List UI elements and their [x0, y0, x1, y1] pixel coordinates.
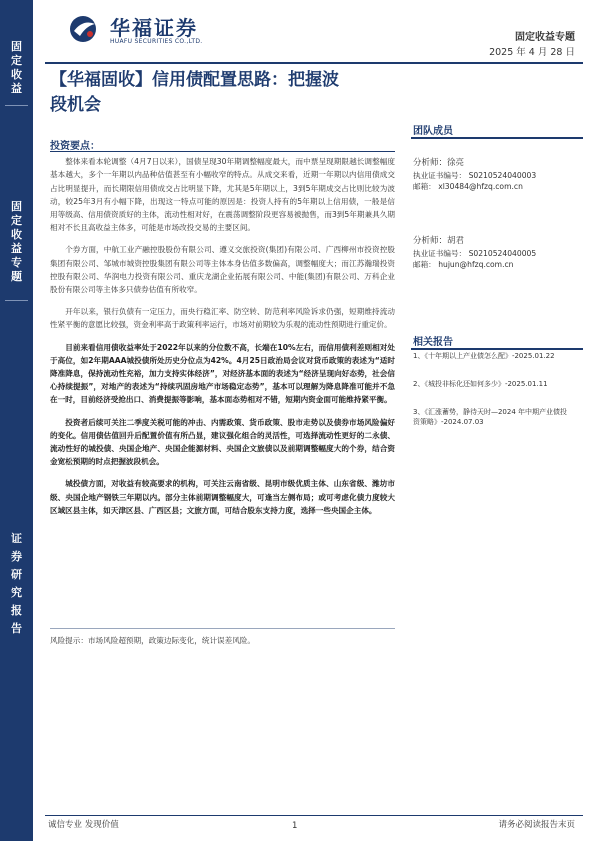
related-report-item[interactable]: 3、《汇涨蓄势，静待天时—2024 年中期产业债投资策略》-2024.07.03 [413, 408, 567, 426]
key-points-paragraph: 个券方面，中航工业产融控股股份有限公司、遵义交旅投资(集团)有限公司、广西柳州市投资控股集团有限公司、邹城市城资控股集团有限公司等主体本身估值多数偏高，调整幅度大；而江苏瀚瑞投资控股有限公司、华润电力投资有限公司、重庆龙湖企业拓展有限公司、中能(集团)有限公司、万科企业股份有限公司等主体多只债券估值有所收窄。 [50, 245, 395, 295]
footer-slogan: 诚信专业 发现价值 [48, 820, 119, 830]
key-points-section [50, 140, 395, 526]
sidebar-char: 固 [11, 40, 22, 53]
brand-name-en: HUAFU SECURITIES CO.,LTD. [110, 38, 203, 45]
page-number: 1 [292, 821, 298, 831]
key-points-bold-paragraph: 城投债方面，对收益有较高要求的机构，可关注云南省级、昆明市级优质主体、山东省级、潍坊市级、央国企地产钢铁三年期以内。部分主体前期调整幅度大，可逢当左侧布局；或可考虑化债力度较大区域区县主体，如天津区县、广西区县；文旅方面，可结合股东支持力度，选择一些央国企主体。 [50, 479, 395, 515]
key-points-bold-paragraph: 目前来看信用债收益率处于2022年以来的分位数不高，长端在10%左右，而信用债利差则相对处于高位，如2年期AAA城投债所处历史分位点为42%。4月25日政治局会议对货币政策的表述为“适时降准降息，保持流动性充裕，加力支持实体经济”，对经济基本面的表述为“经济呈现向好态势，社会信心持续提振”，对地产的表述为“持续巩固房地产市场稳定态势”，基本可以理解为降息降准可能并不急在一时，目前经济受抢出口、消费提振等影响，基本面态势相对不错，短期内资金面可能维持紧平衡。 [50, 342, 395, 405]
sidebar-char: 收 [11, 228, 22, 241]
report-title: 【华福固收】信用债配置思路：把握波段机会 [50, 70, 339, 115]
sidebar-divider [5, 105, 28, 106]
related-reports-heading: 相关报告 [413, 337, 453, 348]
key-points-bold-paragraph: 投资者后续可关注二季度关税可能的冲击、内需政策、货币政策、股市走势以及债券市场风险偏好的变化。信用债估值回升后配置价值有所凸显，建议强化组合的灵活性，可选择流动性更好的二永债、流动性好的城投债、央国企地产、央国企能源材料、央国企文旅债以及前期调整幅度大的个券，结合资金宽松预期的时点把握波段机会。 [50, 417, 395, 467]
footer-divider [45, 815, 583, 816]
sidebar-char: 证 [11, 532, 22, 545]
sidebar-char: 固 [11, 200, 22, 213]
sidebar-char: 题 [11, 270, 22, 283]
report-date: 2025 年 4 月 28 日 [489, 47, 575, 58]
sidebar-char: 告 [11, 622, 22, 635]
key-points-paragraph: 开年以来，银行负债有一定压力，而央行稳汇率、防空转、防范利率风险诉求仍强，短期维持流动性紧平衡的意愿比较强，资金利率高于政策利率运行，市场对前期较为乐观的流动性预期进行重定价。 [50, 307, 395, 330]
related-heading-bar [411, 348, 583, 350]
sidebar-section-fixed-income [0, 40, 33, 96]
sidebar-divider [5, 300, 28, 301]
team-heading: 团队成员 [413, 126, 453, 137]
sidebar-char: 券 [11, 550, 22, 563]
team-heading-bar [411, 137, 583, 139]
analyst-block [413, 158, 585, 193]
related-report-item[interactable]: 1、《十年期以上产业债怎么配》-2025.01.22 [413, 352, 555, 360]
risk-divider [50, 628, 395, 629]
key-points-heading: 投资要点： [50, 141, 100, 152]
sidebar-section-research-report [0, 530, 33, 638]
related-report-item[interactable]: 2、《城投非标化还如何多少》-2025.01.11 [413, 380, 548, 388]
sidebar-section-fixed-income-special [0, 200, 33, 284]
left-sidebar [0, 0, 33, 841]
risk-warning: 风险提示：市场风险超预期，政策边际变化，统计误差风险。 [50, 636, 256, 645]
huafu-logo-icon [68, 14, 102, 44]
sidebar-char: 定 [11, 54, 22, 67]
sidebar-char: 究 [11, 586, 22, 599]
analyst-name: 分析师：徐亮 [413, 158, 465, 168]
sidebar-char: 收 [11, 68, 22, 81]
sidebar-char: 专 [11, 256, 22, 269]
analyst-name: 分析师：胡君 [413, 236, 465, 246]
sidebar-char: 益 [11, 82, 22, 95]
analyst-cert: 执业证书编号： S0210524040005 [413, 248, 537, 258]
sidebar-char: 益 [11, 242, 22, 255]
analyst-block [413, 236, 585, 271]
report-type: 固定收益专题 [515, 32, 575, 43]
analyst-email: 邮箱： hujun@hfzq.com.cn [413, 260, 514, 269]
analyst-cert: 执业证书编号： S0210524040003 [413, 170, 537, 180]
sidebar-char: 研 [11, 568, 22, 581]
key-points-paragraph: 整体来看本轮调整（4月7日以来），国债呈现30年期调整幅度最大，而中票呈现期限越长调整幅度基本越大，多个一年期以内品种估值甚至有小幅收窄的特点。从成交来看，近期一年期以内信用债成交占比明显提升，而长期限信用债成交占比明显下降，尤其是5年期以上，3到5年期成交占比则比较为波动，较25年3月有小幅下降，出现这一特点可能的原因是：投资人持有的5年期以上信用债，一般是信用等级高、信用债资质好的主体，流动性相对好，在震荡调整阶段更容易被抛售，而3到5年期兼具久期相对不长且高收益主体多，可能是市场改投交易的主要区间。 [50, 157, 395, 233]
analyst-email: 邮箱： xl30484@hfzq.com.cn [413, 182, 523, 191]
brand-name-cn: 华福证券 [110, 16, 198, 40]
sidebar-char: 定 [11, 214, 22, 227]
sidebar-char: 报 [11, 604, 22, 617]
footer-disclaimer: 请务必阅读报告末页 [498, 820, 575, 830]
header-divider [45, 62, 583, 64]
